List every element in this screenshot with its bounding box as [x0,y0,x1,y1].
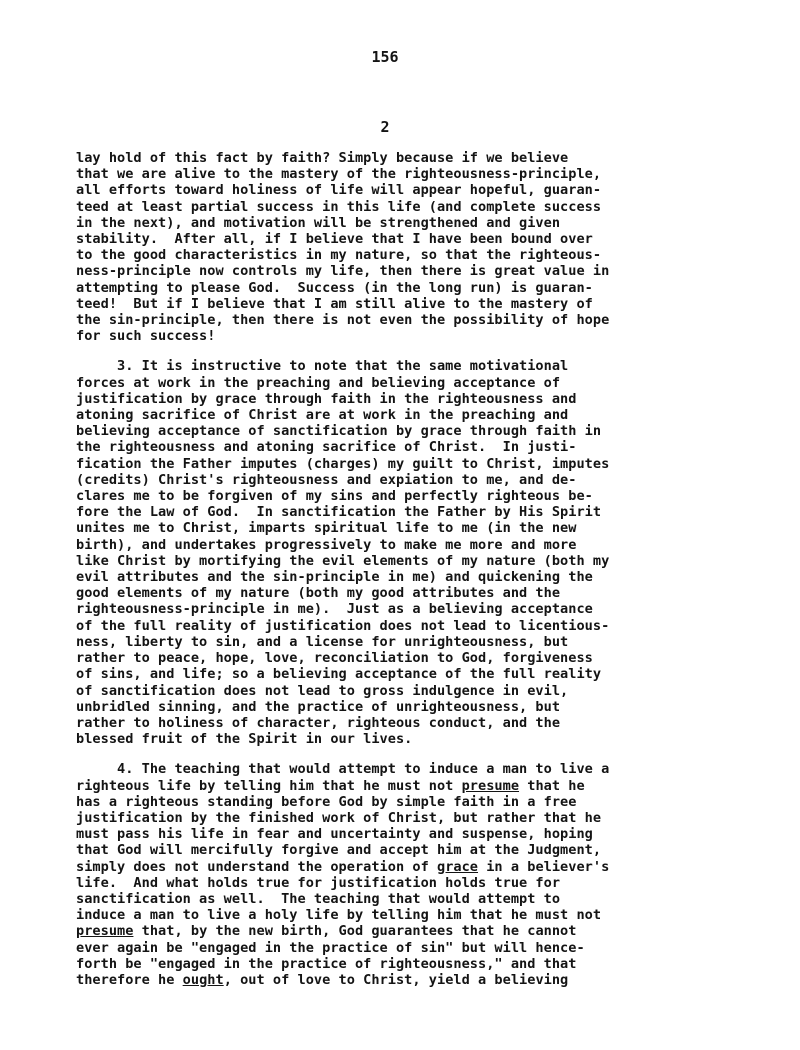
text-line [76,391,716,407]
text-segment: forth be "engaged in the practice of righteousness," and that [76,955,577,972]
text-segment: teed at least partial success in this life (and complete success [76,198,602,215]
text-line [76,520,716,536]
paragraph-gap [76,344,716,358]
text-segment: justification by grace through faith in the righteousness and [76,390,577,407]
text-line [76,296,716,312]
text-line [76,263,716,279]
text-segment: must pass his life in fear and uncertainty and suspense, hoping [76,826,593,843]
text-line [76,794,716,810]
text-line [76,715,716,731]
text-segment: sanctification as well. The teaching that would attempt to [76,890,561,907]
text-line [76,666,716,682]
text-segment: rather to holiness of character, righteous conduct, and the [76,714,561,731]
text-segment: of the full reality of justification does not lead to licentious- [76,617,610,634]
text-line [76,972,716,988]
text-line [76,504,716,520]
text-segment: fore the Law of God. In sanctification the Father by His Spirit [76,504,602,521]
underlined-word: presume [461,777,520,794]
text-segment: has a righteous standing before God by simple faith in a free [76,793,577,810]
section-number: 2 [380,118,390,136]
text-segment: life. And what holds true for justification holds true for [76,874,561,891]
text-line [76,569,716,585]
text-segment: lay hold of this fact by faith? Simply because if we believe [76,150,569,166]
text-line [76,312,716,328]
text-line [76,488,716,504]
text-line [76,231,716,247]
text-segment: (credits) Christ's righteousness and expiation to me, and de- [76,471,577,488]
text-line [76,358,716,374]
text-segment: atoning sacrifice of Christ are at work in the preaching and [76,407,569,424]
text-segment: the sin-principle, then there is not even the possibility of hope [76,312,610,329]
text-line [76,859,716,875]
text-line [76,150,716,166]
text-line [76,375,716,391]
text-segment: believing acceptance of sanctification by grace through faith in [76,423,602,440]
text-segment: simply does not understand the operation of [76,858,437,875]
text-segment: attempting to please God. Success (in the long run) is guaran- [76,279,593,296]
text-segment: stability. After all, if I believe that I have been bound over [76,231,593,248]
text-line [76,182,716,198]
text-line [76,280,716,296]
text-segment: unites me to Christ, imparts spiritual life to me (in the new [76,520,577,537]
text-segment: of sins, and life; so a believing acceptance of the full reality [76,666,602,683]
text-line [76,407,716,423]
text-line [76,891,716,907]
text-segment: that we are alive to the mastery of the righteousness-principle, [76,166,602,183]
text-segment: all efforts toward holiness of life will appear hopeful, guaran- [76,182,602,199]
text-line [76,439,716,455]
text-segment: that God will mercifully forgive and accept him at the Judgment, [76,842,602,859]
text-segment: teed! But if I believe that I am still alive to the mastery of [76,295,593,312]
underlined-word: ought [182,971,224,988]
text-segment: in a believer's [478,858,610,875]
text-segment: fication the Father imputes (charges) my guilt to Christ, imputes [76,455,610,472]
text-segment: therefore he [76,971,183,988]
text-segment: forces at work in the preaching and believing acceptance of [76,374,561,391]
text-segment: clares me to be forgiven of my sins and perfectly righteous be- [76,488,593,505]
text-segment: evil attributes and the sin-principle in me) and quickening the [76,569,593,586]
text-segment: 4. The teaching that would attempt to induce a man to live a [76,761,610,778]
text-segment: justification by the finished work of Christ, but rather that he [76,809,602,826]
paragraph [76,761,716,988]
text-segment: , out of love to Christ, yield a believing [223,971,569,988]
text-line [76,826,716,842]
text-segment: that, by the new birth, God guarantees that he cannot [133,923,577,940]
text-line [76,842,716,858]
text-segment: 3. It is instructive to note that the same motivational [76,358,569,375]
text-segment: ever again be "engaged in the practice of sin" but will hence- [76,939,585,956]
text-line [76,761,716,777]
text-line [76,923,716,939]
text-line [76,650,716,666]
text-segment: in the next), and motivation will be strengthened and given [76,214,561,231]
text-line [76,247,716,263]
text-line [76,731,716,747]
text-segment: righteous life by telling him that he must not [76,777,462,794]
text-segment: good elements of my nature (both my good attributes and the [76,585,561,602]
text-segment: the righteousness and atoning sacrifice of Christ. In justi- [76,439,577,456]
text-line [76,699,716,715]
text-segment: for such success! [76,328,216,345]
text-line [76,215,716,231]
text-segment: unbridled sinning, and the practice of unrighteousness, but [76,698,561,715]
paragraph-gap [76,747,716,761]
text-line [76,956,716,972]
text-segment: that he [519,777,585,794]
text-segment: ness-principle now controls my life, then there is great value in [76,263,610,280]
text-line [76,328,716,344]
text-segment: blessed fruit of the Spirit in our lives. [76,731,413,748]
text-line [76,537,716,553]
text-line [76,875,716,891]
text-line [76,553,716,569]
underlined-word: grace [436,858,479,875]
text-segment: of sanctification does not lead to gross indulgence in evil, [76,682,569,699]
text-segment: rather to peace, hope, love, reconciliation to God, forgiveness [76,650,593,667]
text-line [76,423,716,439]
text-line [76,166,716,182]
text-line [76,199,716,215]
text-line [76,940,716,956]
text-line [76,778,716,794]
text-line [76,456,716,472]
text-segment: ness, liberty to sin, and a license for unrighteousness, but [76,633,569,650]
text-line [76,472,716,488]
underlined-word: presume [76,923,134,940]
paragraph [76,150,716,344]
text-segment: to the good characteristics in my nature, so that the righteous- [76,247,602,264]
text-segment: birth), and undertakes progressively to make me more and more [76,536,577,553]
text-line [76,634,716,650]
text-segment: induce a man to live a holy life by telling him that he must not [76,907,602,924]
text-segment: like Christ by mortifying the evil elements of my nature (both my [76,552,610,569]
text-line [76,683,716,699]
text-line [76,601,716,617]
text-line [76,907,716,923]
text-line [76,618,716,634]
body-text [76,150,716,988]
text-line [76,810,716,826]
page-number: 156 [371,48,399,66]
text-segment: righteousness-principle in me). Just as a believing acceptance [76,601,593,618]
paragraph [76,358,716,747]
text-line [76,585,716,601]
